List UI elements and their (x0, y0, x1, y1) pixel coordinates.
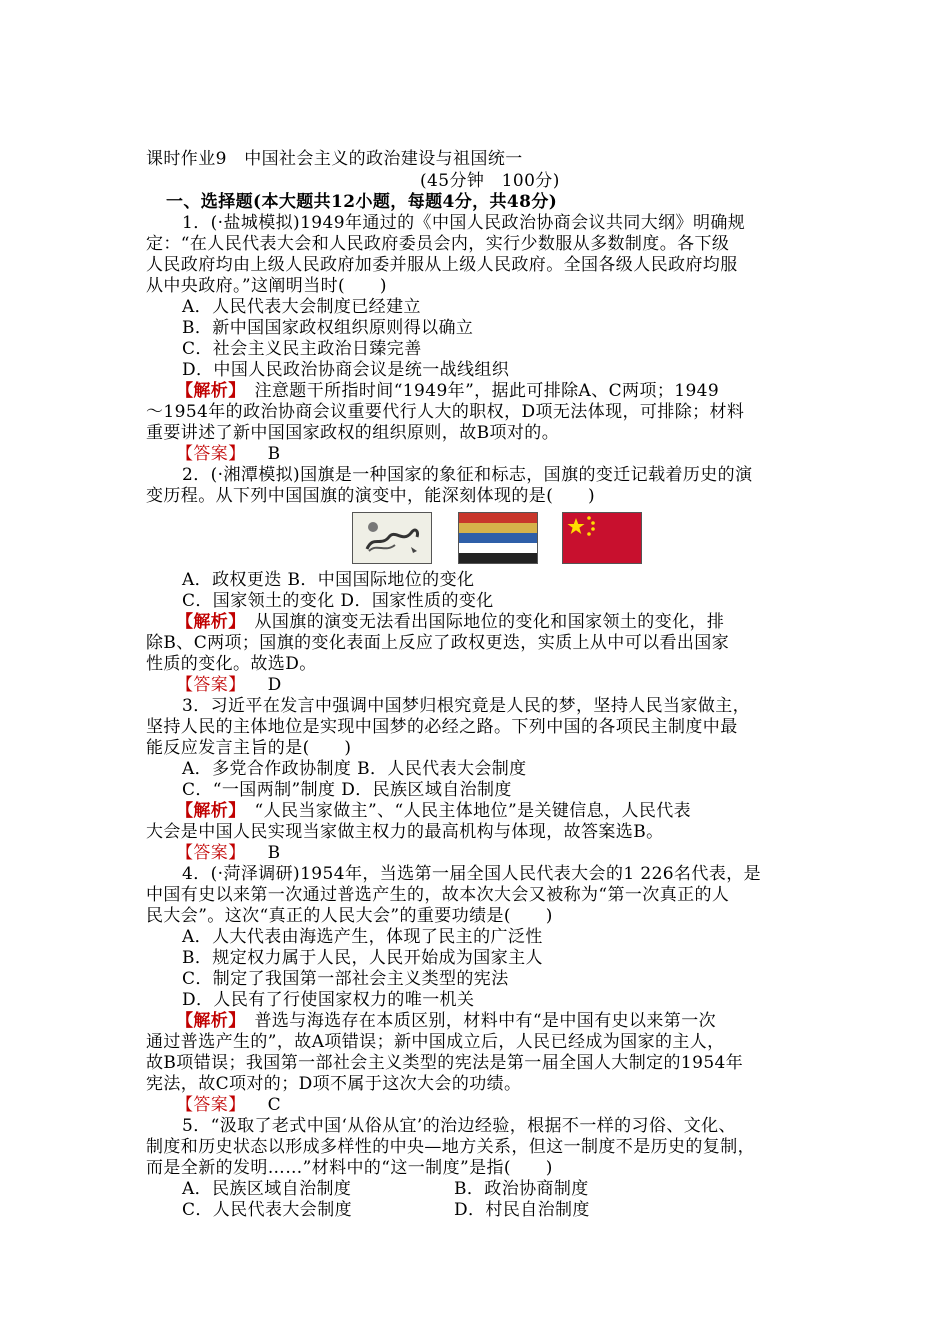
q5-stem-line: 5．“汲取了老式中国‘从俗从宜’的治边经验，根据不一样的习俗、文化、 (182, 1116, 736, 1136)
q4-option-b: B．规定权力属于人民，人民开始成为国家主人 (182, 948, 543, 968)
q2-options-line: C．国家领土的变化 D．国家性质的变化 (182, 591, 494, 611)
five-star-red-flag-image (562, 512, 642, 564)
answer-tag: 【答案】 (176, 1095, 246, 1115)
dragon-flag-image (352, 512, 432, 564)
answer-tag: 【答案】 (176, 444, 246, 464)
star-icon (563, 513, 641, 563)
q3-stem-line: 坚持人民的主体地位是实现中国梦的必经之路。下列中国的各项民主制度中最 (146, 717, 738, 737)
dragon-icon (353, 513, 431, 563)
q1-option-b: B．新中国国家政权组织原则得以确立 (182, 318, 474, 338)
q1-stem-line: 人民政府均由上级人民政府加委并服从上级人民政府。全国各级人民政府均服 (146, 255, 738, 275)
page-title: 课时作业9 中国社会主义的政治建设与祖国统一 (146, 149, 523, 169)
flag-stripe-blue (459, 533, 537, 543)
q4-stem-line: 中国有史以来第一次通过普选产生的，故本次大会又被称为“第一次真正的人 (146, 885, 730, 905)
flag-stripe-white (459, 543, 537, 553)
q1-option-d: D．中国人民政治协商会议是统一战线组织 (182, 360, 510, 380)
q1-analysis-line: 重要讲述了新中国国家政权的组织原则，故B项对的。 (146, 423, 560, 443)
q2-analysis-line: 性质的变化。故选D。 (146, 654, 317, 674)
q5-option-a: A．民族区域自治制度 (182, 1179, 352, 1199)
q2-stem-line: 变历程。从下列中国国旗的演变中，能深刻体现的是( ) (146, 486, 596, 506)
q2-options-line: A．政权更迭 B．中国国际地位的变化 (182, 570, 475, 590)
q1-option-c: C．社会主义民主政治日臻完善 (182, 339, 422, 359)
q4-analysis-line: 宪法，故C项对的；D项不属于这次大会的功绩。 (146, 1074, 522, 1094)
q4-stem-line: 民大会”。这次“真正的人民大会”的重要功绩是( ) (146, 906, 553, 926)
analysis-tag: 【解析】 (176, 612, 238, 632)
q1-stem-line: 从中央政府。”这阐明当时( ) (146, 276, 387, 296)
q2-answer: 【答案】 D (176, 675, 282, 695)
q4-answer: 【答案】 C (176, 1095, 282, 1115)
q5-option-b: B．政治协商制度 (454, 1179, 589, 1199)
q4-analysis-line: 通过普选产生的”，故A项错误；新中国成立后，人民已经成为国家的主人， (146, 1032, 725, 1052)
q4-stem-line: 4．(·菏泽调研)1954年，当选第一届全国人民代表大会的1 226名代表，是 (182, 864, 762, 884)
analysis-tag: 【解析】 (176, 381, 238, 401)
q4-option-c: C．制定了我国第一部社会主义类型的宪法 (182, 969, 509, 989)
flag-stripe-red (459, 513, 537, 523)
q5-option-d: D．村民自治制度 (454, 1200, 590, 1220)
q3-stem-line: 能反应发言主旨的是( ) (146, 738, 352, 758)
flag-stripe-yellow (459, 523, 537, 533)
q1-analysis-line: 【解析】 注意题干所指时间“1949年”，据此可排除A、C两项；1949 (176, 381, 720, 401)
q3-analysis-line: 大会是中国人民实现当家做主权力的最高机构与体现，故答案选B。 (146, 822, 664, 842)
q1-answer: 【答案】 B (176, 444, 281, 464)
q4-analysis-line: 【解析】 普选与海选存在本质区别，材料中有“是中国有史以来第一次 (176, 1011, 716, 1031)
q3-answer: 【答案】 B (176, 843, 281, 863)
q3-stem-line: 3．习近平在发言中强调中国梦归根究竟是人民的梦，坚持人民当家做主， (182, 696, 751, 716)
q5-option-c: C．人民代表大会制度 (182, 1200, 353, 1220)
q3-analysis-line: 【解析】 “人民当家做主”、“人民主体地位”是关键信息，人民代表 (176, 801, 692, 821)
q1-stem-line: 定：“在人民代表大会和人民政府委员会内，实行少数服从多数制度。各下级 (146, 234, 730, 254)
q2-analysis-line: 除B、C两项；国旗的变化表面上反应了政权更迭，实质上从中可以看出国家 (146, 633, 730, 653)
q4-option-a: A．人大代表由海选产生，体现了民主的广泛性 (182, 927, 543, 947)
section-heading: 一、选择题(本大题共12小题，每题4分，共48分) (166, 192, 558, 212)
answer-tag: 【答案】 (176, 843, 246, 863)
q2-analysis-line: 【解析】 从国旗的演变无法看出国际地位的变化和国家领土的变化，排 (176, 612, 725, 632)
q1-stem-line: 1．(·盐城模拟)1949年通过的《中国人民政治协商会议共同大纲》明确规 (182, 213, 746, 233)
q5-stem-line: 制度和历史状态以形成多样性的中央—地方关系，但这一制度不是历史的复制， (146, 1137, 755, 1157)
q5-stem-line: 而是全新的发明……”材料中的“这一制度”是指( ) (146, 1158, 553, 1178)
answer-tag: 【答案】 (176, 675, 246, 695)
q2-stem-line: 2．(·湘潭模拟)国旗是一种国家的象征和标志，国旗的变迁记载着历史的演 (182, 465, 753, 485)
analysis-tag: 【解析】 (176, 1011, 238, 1031)
five-color-flag-image (458, 512, 538, 564)
q1-option-a: A．人民代表大会制度已经建立 (182, 297, 421, 317)
page-subtitle: (45分钟 100分) (420, 171, 560, 191)
q4-option-d: D．人民有了行使国家权力的唯一机关 (182, 990, 475, 1010)
q3-options-line: A．多党合作政协制度 B．人民代表大会制度 (182, 759, 527, 779)
q1-analysis-line: ～1954年的政治协商会议重要代行人大的职权，D项无法体现，可排除；材料 (146, 402, 745, 422)
q3-options-line: C．“一国两制”制度 D．民族区域自治制度 (182, 780, 512, 800)
analysis-tag: 【解析】 (176, 801, 238, 821)
flag-stripe-black (459, 553, 537, 563)
q4-analysis-line: 故B项错误；我国第一部社会主义类型的宪法是第一届全国人大制定的1954年 (146, 1053, 744, 1073)
